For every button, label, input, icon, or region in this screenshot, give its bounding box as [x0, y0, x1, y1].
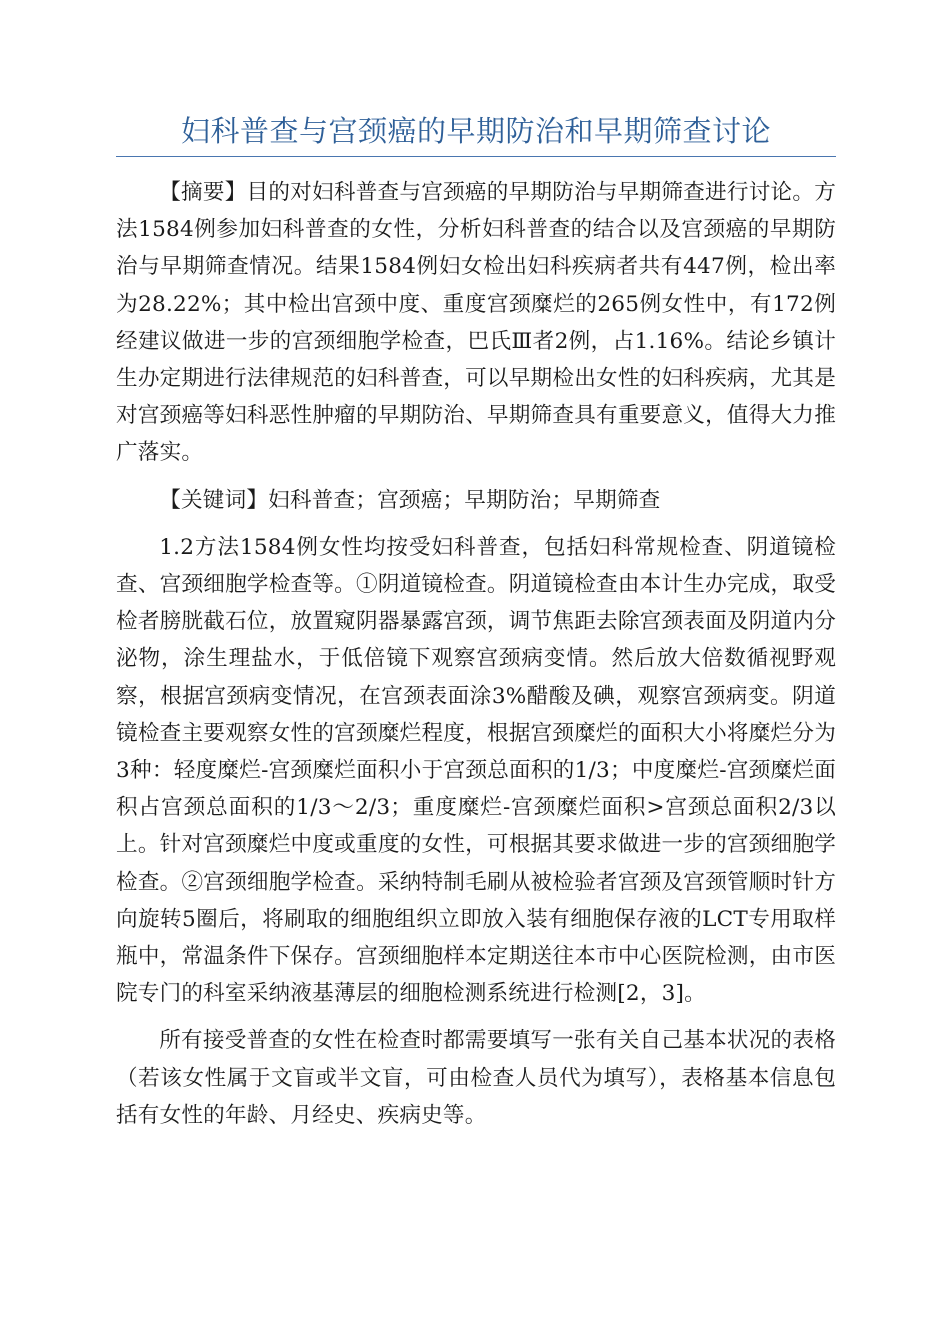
form-info-paragraph: 所有接受普查的女性在检查时都需要填写一张有关自己基本状况的表格（若该女性属于文盲或半文盲，可由检查人员代为填写），表格基本信息包括有女性的年龄、月经史、疾病史等。	[116, 1028, 836, 1128]
document-page	[116, 108, 836, 1134]
abstract-paragraph: 【摘要】目的对妇科普查与宫颈癌的早期防治与早期筛查进行讨论。方法1584例参加妇科普查的女性，分析妇科普查的结合以及宫颈癌的早期防治与早期筛查情况。结果1584例妇女检出妇科疾病者共有447例，检出率为28.22%；其中检出宫颈中度、重度宫颈糜烂的265例女性中，有172例经建议做进一步的宫颈细胞学检查，巴氏Ⅲ者2例，占1.16%。结论乡镇计生办定期进行法律规范的妇科普查，可以早期检出女性的妇科疾病，尤其是对宫颈癌等妇科恶性肿瘤的早期防治、早期筛查具有重要意义，值得大力推广落实。	[116, 180, 836, 466]
document-title: 妇科普查与宫颈癌的早期防治和早期筛查讨论	[116, 108, 836, 157]
method-paragraph: 1.2方法1584例女性均按受妇科普查，包括妇科常规检查、阴道镜检查、宫颈细胞学检查等。①阴道镜检查。阴道镜检查由本计生办完成，取受检者膀胱截石位，放置窥阴器暴露宫颈，调节焦距去除宫颈表面及阴道内分泌物，涂生理盐水，于低倍镜下观察宫颈病变情。然后放大倍数循视野观察，根据宫颈病变情况，在宫颈表面涂3%醋酸及碘，观察宫颈病变。阴道镜检查主要观察女性的宫颈糜烂程度，根据宫颈糜烂的面积大小将糜烂分为3种：轻度糜烂-宫颈糜烂面积小于宫颈总面积的1/3；中度糜烂-宫颈糜烂面积占宫颈总面积的1/3～2/3；重度糜烂-宫颈糜烂面积>宫颈总面积2/3以上。针对宫颈糜烂中度或重度的女性，可根据其要求做进一步的宫颈细胞学检查。②宫颈细胞学检查。采纳特制毛刷从被检验者宫颈及宫颈管顺时针方向旋转5圈后，将刷取的细胞组织立即放入装有细胞保存液的LCT专用取样瓶中，常温条件下保存。宫颈细胞样本定期送往本市中心医院检测，由市医院专门的科室采纳液基薄层的细胞检测系统进行检测[2，3]。	[116, 534, 836, 1007]
keywords-paragraph: 【关键词】妇科普查；宫颈癌；早期防治；早期筛查	[159, 487, 661, 513]
